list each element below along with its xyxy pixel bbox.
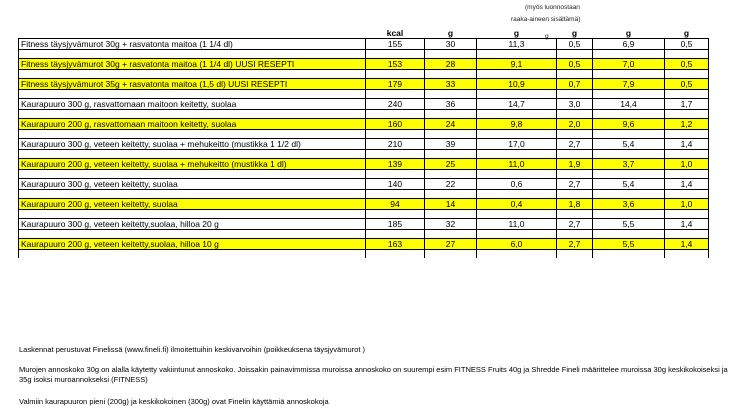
row-value: 5,4 <box>593 139 665 150</box>
spacer-cell <box>477 230 557 239</box>
row-value: 1,9 <box>557 159 593 170</box>
row-value: 0,5 <box>557 39 593 50</box>
table-body <box>19 39 709 259</box>
table-row <box>19 99 709 110</box>
column-header: g <box>683 28 690 38</box>
spacer-cell <box>425 150 477 159</box>
table-row <box>19 199 709 210</box>
spacer-cell <box>665 190 709 199</box>
row-value: 3,6 <box>593 199 665 210</box>
table-row <box>19 179 709 190</box>
table-row <box>19 39 709 50</box>
table-row <box>19 79 709 90</box>
row-value: 33 <box>425 79 477 90</box>
row-label: Kaurapuuro 300 g, veteen keitetty, suolaa + mehukeitto (mustikka 1 1/2 dl) <box>19 139 366 150</box>
row-value: 17,0 <box>477 139 557 150</box>
spacer-cell <box>593 170 665 179</box>
row-value: 94 <box>366 199 425 210</box>
row-value: 39 <box>425 139 477 150</box>
row-value: 32 <box>425 219 477 230</box>
row-value: 10,9 <box>477 79 557 90</box>
column-header: g <box>447 28 454 38</box>
row-value: 1,8 <box>557 199 593 210</box>
spacer-cell <box>19 70 366 79</box>
spacer-row <box>19 110 709 119</box>
spacer-cell <box>477 170 557 179</box>
spacer-cell <box>366 70 425 79</box>
row-value: 0,5 <box>665 59 709 70</box>
row-value: 11,3 <box>477 39 557 50</box>
spacer-cell <box>557 90 593 99</box>
row-value: 36 <box>425 99 477 110</box>
row-value: 185 <box>366 219 425 230</box>
row-label: Kaurapuuro 200 g, rasvattomaan maitoon keitetty, suolaa <box>19 119 366 130</box>
spacer-row <box>19 50 709 59</box>
row-value: 14 <box>425 199 477 210</box>
row-label: Fitness täysjyvämurot 30g + rasvatonta maitoa (1 1/4 dl) <box>19 39 366 50</box>
spacer-cell <box>665 110 709 119</box>
spacer-cell <box>366 250 425 259</box>
spacer-cell <box>425 170 477 179</box>
table-row <box>19 139 709 150</box>
row-label: Kaurapuuro 300 g, veteen keitetty,suolaa, hilloa 20 g <box>19 219 366 230</box>
spacer-cell <box>557 210 593 219</box>
row-value: 139 <box>366 159 425 170</box>
spacer-cell <box>366 50 425 59</box>
row-value: 5,4 <box>593 179 665 190</box>
spacer-cell <box>557 250 593 259</box>
spacer-cell <box>19 130 366 139</box>
spacer-cell <box>19 190 366 199</box>
row-label: Kaurapuuro 200 g, veteen keitetty, suolaa + mehukeitto (mustikka 1 dl) <box>19 159 366 170</box>
row-value: 210 <box>366 139 425 150</box>
row-value: 2,7 <box>557 139 593 150</box>
row-value: 140 <box>366 179 425 190</box>
row-label: Fitness täysjyvämurot 30g + rasvatonta maitoa (1 1/4 dl) UUSI RESEPTI <box>19 59 366 70</box>
spacer-cell <box>366 130 425 139</box>
row-value: 240 <box>366 99 425 110</box>
table-row <box>19 119 709 130</box>
spacer-cell <box>477 150 557 159</box>
spacer-cell <box>665 150 709 159</box>
spacer-cell <box>425 230 477 239</box>
spacer-row <box>19 150 709 159</box>
spacer-row <box>19 190 709 199</box>
spacer-cell <box>477 70 557 79</box>
row-value: 2,0 <box>557 119 593 130</box>
spacer-cell <box>19 50 366 59</box>
footer-note-porridge: Valmiin kaurapuuron pieni (200g) ja keskikokoinen (300g) ovat Finelin käyttämiä annoskokoja <box>19 397 329 406</box>
row-value: 30 <box>425 39 477 50</box>
spacer-cell <box>665 90 709 99</box>
row-value: 5,5 <box>593 219 665 230</box>
row-value: 5,5 <box>593 239 665 250</box>
spacer-cell <box>557 110 593 119</box>
spacer-cell <box>665 70 709 79</box>
row-value: 1,4 <box>665 239 709 250</box>
row-value: 163 <box>366 239 425 250</box>
row-value: 9,8 <box>477 119 557 130</box>
spacer-cell <box>557 190 593 199</box>
row-label: Fitness täysjyvämurot 35g + rasvatonta maitoa (1,5 dl) UUSI RESEPTI <box>19 79 366 90</box>
row-value: 0,7 <box>557 79 593 90</box>
spacer-cell <box>557 50 593 59</box>
spacer-cell <box>19 110 366 119</box>
spacer-cell <box>593 90 665 99</box>
spacer-cell <box>366 170 425 179</box>
spacer-cell <box>593 110 665 119</box>
spacer-cell <box>557 70 593 79</box>
row-value: 11,0 <box>477 159 557 170</box>
spacer-cell <box>593 50 665 59</box>
column-header-kcal: kcal <box>386 28 404 38</box>
row-value: 14,7 <box>477 99 557 110</box>
header-note-line1: (myös luonnostaan <box>525 4 580 11</box>
spacer-row <box>19 70 709 79</box>
row-value: 1,0 <box>665 199 709 210</box>
header-note-unit: g <box>545 33 549 40</box>
row-value: 0,5 <box>557 59 593 70</box>
spacer-cell <box>593 230 665 239</box>
row-value: 28 <box>425 59 477 70</box>
spacer-row <box>19 230 709 239</box>
row-label: Kaurapuuro 300 g, rasvattomaan maitoon keitetty, suolaa <box>19 99 366 110</box>
spacer-cell <box>477 50 557 59</box>
spacer-cell <box>557 230 593 239</box>
spacer-cell <box>593 70 665 79</box>
spacer-cell <box>593 190 665 199</box>
row-label: Kaurapuuro 200 g, veteen keitetty,suolaa, hilloa 10 g <box>19 239 366 250</box>
spacer-cell <box>477 130 557 139</box>
spacer-cell <box>425 130 477 139</box>
spacer-cell <box>425 190 477 199</box>
table-row <box>19 159 709 170</box>
column-header: g <box>513 28 520 38</box>
row-value: 2,7 <box>557 179 593 190</box>
spacer-cell <box>593 210 665 219</box>
header-note-line2: raaka-aineen sisältämä) <box>511 16 581 23</box>
spacer-cell <box>19 230 366 239</box>
spacer-cell <box>665 50 709 59</box>
spacer-cell <box>593 130 665 139</box>
nutrition-table <box>18 28 709 258</box>
spacer-row <box>19 130 709 139</box>
column-header: g <box>625 28 632 38</box>
row-value: 22 <box>425 179 477 190</box>
row-value: 1,7 <box>665 99 709 110</box>
table-row <box>19 239 709 250</box>
spacer-cell <box>19 90 366 99</box>
table-row <box>19 219 709 230</box>
row-value: 7,0 <box>593 59 665 70</box>
spacer-cell <box>425 90 477 99</box>
spacer-cell <box>366 90 425 99</box>
table-row <box>19 59 709 70</box>
spacer-cell <box>425 210 477 219</box>
spacer-cell <box>477 190 557 199</box>
row-value: 0,6 <box>477 179 557 190</box>
spacer-cell <box>425 110 477 119</box>
spacer-cell <box>366 230 425 239</box>
row-value: 1,4 <box>665 179 709 190</box>
row-value: 24 <box>425 119 477 130</box>
row-value: 2,7 <box>557 219 593 230</box>
row-value: 1,2 <box>665 119 709 130</box>
column-header <box>19 28 366 39</box>
spacer-cell <box>477 250 557 259</box>
spacer-cell <box>665 170 709 179</box>
spacer-row <box>19 90 709 99</box>
row-value: 179 <box>366 79 425 90</box>
row-value: 6,0 <box>477 239 557 250</box>
row-value: 6,9 <box>593 39 665 50</box>
row-value: 27 <box>425 239 477 250</box>
spacer-row <box>19 210 709 219</box>
spacer-cell <box>477 90 557 99</box>
spacer-cell <box>366 150 425 159</box>
row-value: 0,5 <box>665 79 709 90</box>
spacer-cell <box>477 210 557 219</box>
row-value: 155 <box>366 39 425 50</box>
spacer-cell <box>366 110 425 119</box>
spacer-row <box>19 170 709 179</box>
spacer-cell <box>665 250 709 259</box>
spacer-cell <box>425 50 477 59</box>
spacer-cell <box>665 130 709 139</box>
spacer-cell <box>557 150 593 159</box>
column-header: g <box>571 28 578 38</box>
spacer-row <box>19 250 709 259</box>
row-value: 11,0 <box>477 219 557 230</box>
spacer-cell <box>19 170 366 179</box>
spacer-cell <box>593 150 665 159</box>
spacer-cell <box>19 250 366 259</box>
row-value: 7,9 <box>593 79 665 90</box>
spacer-cell <box>19 210 366 219</box>
spacer-cell <box>425 70 477 79</box>
row-value: 3,0 <box>557 99 593 110</box>
spacer-cell <box>425 250 477 259</box>
spacer-cell <box>665 230 709 239</box>
row-label: Kaurapuuro 300 g, veteen keitetty, suolaa <box>19 179 366 190</box>
row-value: 9,1 <box>477 59 557 70</box>
row-value: 25 <box>425 159 477 170</box>
spacer-cell <box>477 110 557 119</box>
row-value: 9,6 <box>593 119 665 130</box>
row-value: 1,4 <box>665 219 709 230</box>
row-value: 0,5 <box>665 39 709 50</box>
row-label: Kaurapuuro 200 g, veteen keitetty, suolaa <box>19 199 366 210</box>
table-header-row <box>19 28 709 39</box>
spacer-cell <box>665 210 709 219</box>
row-value: 160 <box>366 119 425 130</box>
spacer-cell <box>19 150 366 159</box>
row-value: 0,4 <box>477 199 557 210</box>
footer-note-source: Laskennat perustuvat Finelissä (www.fineli.fi) ilmoitettuihin keskivarvoihin (poikkeuksena täysjyvämurot ) <box>19 345 365 354</box>
spacer-cell <box>557 170 593 179</box>
row-value: 153 <box>366 59 425 70</box>
row-value: 14,4 <box>593 99 665 110</box>
spacer-cell <box>366 210 425 219</box>
row-value: 3,7 <box>593 159 665 170</box>
row-value: 2,7 <box>557 239 593 250</box>
spacer-cell <box>366 190 425 199</box>
row-value: 1,0 <box>665 159 709 170</box>
row-value: 1,4 <box>665 139 709 150</box>
spacer-cell <box>557 130 593 139</box>
spacer-cell <box>593 250 665 259</box>
footer-note-portion: Murojen annoskoko 30g on alalla käytetty vakiintunut annoskoko. Joissakin painavimmissa muroissa annoskoko on suurempi esim FITNESS Fruits 40g ja Shredde Fineli määrittelee muroissa 30g keskikokoiseksi ja 35g isoksi muroannokseksi (FITNESS) <box>19 365 728 384</box>
